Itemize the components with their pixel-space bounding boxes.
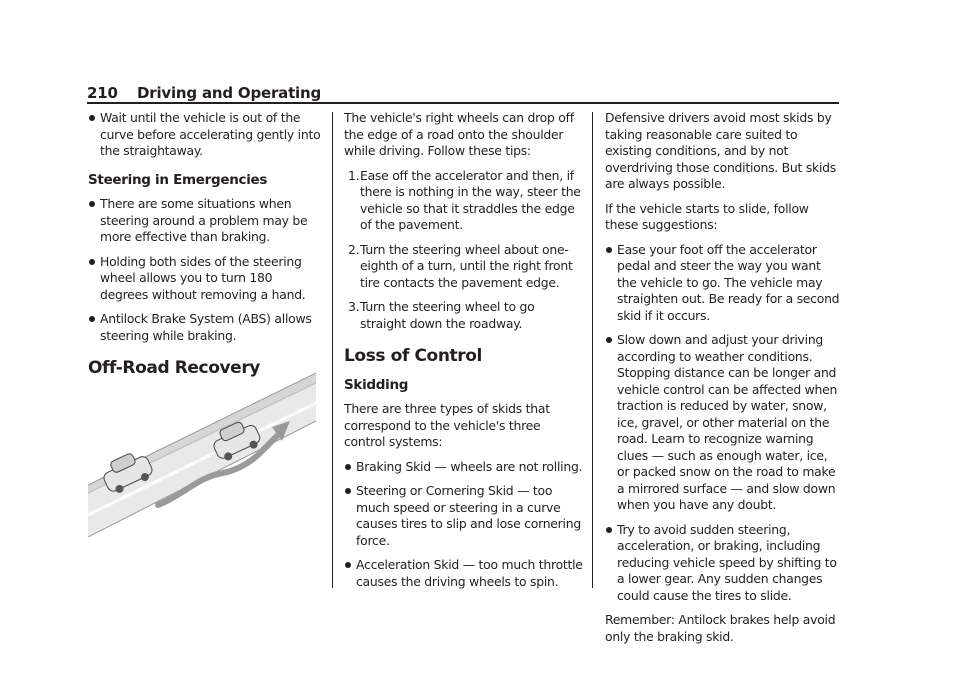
steering-bullet-list	[88, 196, 322, 344]
list-item: Antilock Brake System (ABS) allows steering while braking.	[88, 311, 322, 344]
list-item: Braking Skid — wheels are not rolling.	[344, 459, 584, 476]
bullet-dot-icon	[89, 259, 95, 265]
list-item: Try to avoid sudden steering, acceleration, or braking, including reducing vehicle speed by shifting to a lower gear. Any sudden changes could cause the tires to slide.	[605, 522, 841, 605]
remember-paragraph: Remember: Antilock brakes help avoid only the braking skid.	[605, 612, 836, 644]
list-item: 1. Ease off the accelerator and then, if there is nothing in the way, steer the vehicle so that it straddles the edge of the pavement.	[348, 167, 581, 232]
bullet-dot-icon	[606, 337, 612, 343]
list-item: 3. Turn the steering wheel to go straight down the roadway.	[348, 299, 535, 331]
list-item: Acceleration Skid — too much throttle causes the driving wheels to spin.	[344, 557, 584, 590]
suggestions-intro: If the vehicle starts to slide, follow these suggestions:	[605, 200, 809, 232]
section-title: Driving and Operating	[137, 84, 322, 102]
column-divider-1	[332, 112, 333, 588]
loss-of-control-heading: Loss of Control	[344, 346, 482, 366]
suggestion-bullet-list	[605, 242, 841, 605]
offroad-recovery-illustration	[88, 365, 316, 537]
offroad-recovery-heading: Off-Road Recovery	[88, 358, 260, 378]
bullet-dot-icon	[606, 527, 612, 533]
bullet-dot-icon	[345, 464, 351, 470]
bullet-dot-icon	[345, 488, 351, 494]
bullet-dot-icon	[89, 201, 95, 207]
bullet-dot-icon	[89, 316, 95, 322]
bullet-dot-icon	[345, 562, 351, 568]
list-item: Wait until the vehicle is out of the curve before accelerating gently into the straightaway.	[88, 110, 322, 160]
list-item: Slow down and adjust your driving according to weather conditions. Stopping distance can be longer and vehicle control can be affected when traction is reduced by water, snow, ice, gravel, or other material on the road. Learn to recognize warning clues — such as enough water, ice, or packed snow on the road to make a mirrored surface — and slow down when you have any doubt.	[605, 332, 841, 514]
steering-heading: Steering in Emergencies	[88, 171, 268, 188]
header-rule	[87, 102, 839, 104]
page-number: 210	[87, 84, 118, 102]
list-item: 2. Turn the steering wheel about one-eighth of a turn, until the right front tire contacts the pavement edge.	[348, 241, 573, 290]
list-item: There are some situations when steering around a problem may be more effective than braking.	[88, 196, 322, 246]
list-item: Ease your foot off the accelerator pedal and steer the way you want the vehicle to go. The vehicle may straighten out. Be ready for a second skid if it occurs.	[605, 242, 841, 325]
column-1	[88, 110, 322, 387]
bullet-dot-icon	[606, 247, 612, 253]
column-2	[344, 110, 584, 598]
defensive-paragraph: Defensive drivers avoid most skids by taking reasonable care suited to existing conditions, and by not overdriving those conditions. But skids are always possible.	[605, 110, 836, 191]
skid-intro: There are three types of skids that correspond to the vehicle's three control systems:	[344, 401, 550, 449]
intro-bullet-list	[88, 110, 322, 160]
list-item: Steering or Cornering Skid — too much speed or steering in a curve causes tires to slip and lose cornering force.	[344, 483, 584, 549]
column-3	[605, 110, 841, 653]
bullet-dot-icon	[89, 115, 95, 121]
skidding-heading: Skidding	[344, 376, 409, 393]
column-divider-2	[592, 112, 593, 588]
offroad-steps	[344, 168, 584, 333]
offroad-intro: The vehicle's right wheels can drop off the edge of a road onto the shoulder while driving. Follow these tips:	[344, 110, 574, 158]
page-header	[87, 82, 839, 104]
list-item: Holding both sides of the steering wheel allows you to turn 180 degrees without removing a hand.	[88, 254, 322, 304]
skid-bullet-list	[344, 459, 584, 591]
